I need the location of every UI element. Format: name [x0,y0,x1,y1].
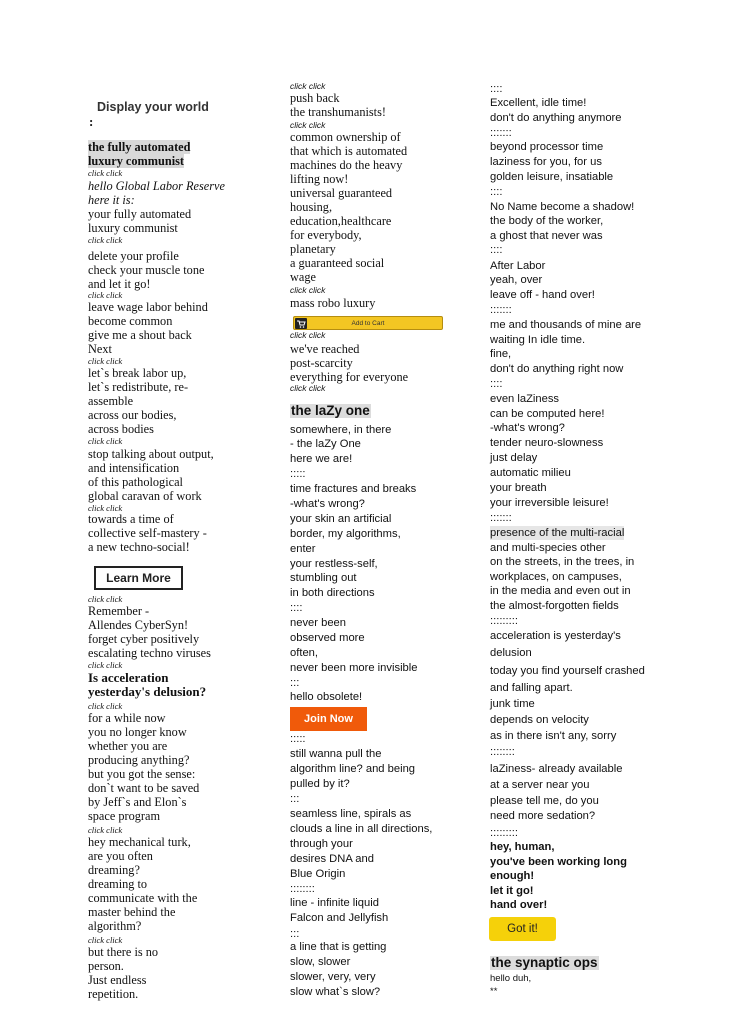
text-line: luxury communist [88,154,184,168]
click-click-label: click click [290,285,326,295]
text-line: :::: [490,378,503,390]
text-line: and multi-species other [490,542,606,554]
text-line: delusion [490,647,532,659]
text-line: forget cyber positively [88,632,200,646]
text-line: Excellent, idle time! [490,97,587,109]
text-line: in both directions [290,587,375,599]
text-line: automatic milieu [490,467,571,479]
learn-more-button[interactable] [94,566,183,590]
text-line: golden leisure, insatiable [490,171,614,183]
text-line: can be computed here! [490,408,605,420]
text-line: hey mechanical turk, [88,835,191,849]
click-click-label: click click [290,383,326,393]
text-line: slower, very, very [290,971,376,983]
text-line: stop talking about output, [88,447,214,461]
got-it-label: Got it! [507,923,538,935]
text-line: seamless line, spirals as [290,808,412,820]
text-line: hello duh, [490,973,532,984]
text-line: common ownership of [290,130,401,144]
text-line: junk time [490,698,535,710]
text-line: let`s break labor up, [88,366,187,380]
text-line: the almost-forgotten fields [490,600,619,612]
text-line: tender neuro-slowness [490,437,604,449]
text-line: workplaces, on campuses, [490,571,622,583]
text-line: Next [88,342,112,356]
text-line: enter [290,543,316,555]
text-line: a line that is getting [290,941,387,953]
text-line: please tell me, do you [490,795,599,807]
text-line: we've reached [290,342,360,356]
text-line: the transhumanists! [290,105,386,119]
text-line: push back [290,91,340,105]
text-line: ::::: [290,733,306,745]
text-line: repetition. [88,987,139,1001]
text-line: pulled by it? [290,778,350,790]
text-line: enough! [490,870,535,882]
text-line: in the media and even out in [490,585,631,597]
text-line: the fully automated [88,140,191,154]
text-line: ::::::: [490,512,512,524]
click-click-label: click click [88,436,123,446]
text-line: global caravan of work [88,489,202,503]
text-line: your restless-self, [290,558,378,570]
text-line: delete your profile [88,249,179,263]
text-line: post-scarcity [290,356,353,370]
text-line: let`s redistribute, re- [88,380,189,394]
text-line: across our bodies, [88,408,177,422]
text-line: mass robo luxury [290,296,376,310]
text-line: dreaming? [88,863,140,877]
text-line: ::: [290,928,300,940]
text-line: beyond processor time [490,141,604,153]
text-line: dreaming to [88,877,148,891]
text-line: -what's wrong? [290,498,365,510]
text-line: Is acceleration [88,670,169,685]
click-click-label: click click [88,290,123,300]
text-line: give me a shout back [88,328,192,342]
text-line: :::: [290,602,303,614]
click-click-label: click click [88,594,123,604]
text-line: clouds a line in all directions, [290,823,433,835]
got-it-button[interactable] [489,917,556,941]
click-click-label: click click [88,825,123,835]
click-click-label: click click [88,235,123,245]
text-line: ::: [290,793,300,805]
text-line: your skin an artificial [290,513,392,525]
text-line: that which is automated [290,144,408,158]
text-line: waiting In idle time. [490,334,586,346]
text-line: but there is no [88,945,159,959]
text-line: Falcon and Jellyfish [290,912,389,924]
text-line: luxury communist [88,221,178,235]
text-line: - the laZy One [290,438,361,450]
text-line: time fractures and breaks [290,483,417,495]
text-line: become common [88,314,173,328]
click-click-label: click click [88,356,123,366]
text-line: but you got the sense: [88,767,196,781]
text-line: hey, human, [490,841,555,853]
text-line: and let it go! [88,277,151,291]
text-line: border, my algorithms, [290,528,401,540]
text-line: don`t want to be saved [88,781,200,795]
text-line: slow, slower [290,956,351,968]
text-line: across bodies [88,422,154,436]
text-line: here it is: [88,193,135,207]
title-colon: : [89,114,94,129]
text-line: desires DNA and [290,853,374,865]
text-line: ::: [290,677,300,689]
text-line: and intensification [88,461,180,475]
text-line: and falling apart. [490,682,573,694]
text-line: often, [290,647,318,659]
text-line: fine, [490,348,512,360]
text-line: hand over! [490,899,548,911]
add-to-cart-button[interactable] [293,316,443,330]
text-line: me and thousands of mine are [490,319,642,331]
text-line: never been [290,617,346,629]
text-line: space program [88,809,161,823]
text-line: towards a time of [88,512,174,526]
section-heading: the synaptic ops [491,955,598,970]
text-line: :::: [490,83,503,95]
text-line: ::::::: [490,127,512,139]
join-now-label: Join Now [304,713,353,725]
text-line: of this pathological [88,475,183,489]
text-line: somewhere, in there [290,424,392,436]
text-line: stumbling out [290,572,357,584]
text-line: through your [290,838,353,850]
section-heading: the laZy one [291,403,370,418]
text-line: :::: [490,244,503,256]
cart-icon [295,318,307,329]
text-line: wage [290,270,316,284]
text-line: planetary [290,242,336,256]
text-line: as in there isn't any, sorry [490,730,617,742]
text-line: need more sedation? [490,810,596,822]
learn-more-label: Learn More [106,571,171,585]
text-line: just delay [490,452,538,464]
join-now-button[interactable] [290,707,367,731]
click-click-label: click click [88,660,123,670]
text-line: leave off - hand over! [490,289,595,301]
text-line: -what's wrong? [490,422,565,434]
text-line: everything for everyone [290,370,409,384]
text-line: laziness for you, for us [490,156,602,168]
text-line: ::::: [290,468,306,480]
text-line: ::::::::: [490,827,518,839]
text-line: escalating techno viruses [88,646,211,660]
text-line: for everybody, [290,228,362,242]
text-line: here we are! [290,453,353,465]
text-line: on the streets, in the trees, in [490,556,635,568]
add-to-cart-label: Add to Cart [351,319,385,327]
text-line: a guaranteed social [290,256,385,270]
text-line: you've been working long [490,856,627,868]
click-click-label: click click [290,81,326,91]
text-line: even laZiness [490,393,560,405]
text-line: your breath [490,482,547,494]
text-line: hello obsolete! [290,691,363,703]
text-line: hello Global Labor Reserve [88,179,225,193]
text-line: line - infinite liquid [290,897,379,909]
text-line: ::::::: [490,304,512,316]
text-line: :::: [490,186,503,198]
text-line: at a server near you [490,779,590,791]
text-line: by Jeff`s and Elon`s [88,795,187,809]
text-line: depends on velocity [490,714,589,726]
text-line: for a while now [88,711,166,725]
click-click-label: click click [88,168,123,178]
text-line: lifting now! [290,172,349,186]
text-line: still wanna pull the [290,748,382,760]
text-line: the body of the worker, [490,215,604,227]
text-line: don't do anything right now [490,363,624,375]
text-line: assemble [88,394,134,408]
text-line: algorithm line? and being [290,763,416,775]
text-line: yesterday's delusion? [88,684,207,699]
text-line: Allendes CyberSyn! [88,618,189,632]
text-line: After Labor [490,260,546,272]
text-line: ** [490,986,498,997]
text-line: a ghost that never was [490,230,603,242]
text-line: are you often [88,849,153,863]
click-click-label: click click [290,330,326,340]
text-line: universal guaranteed [290,186,393,200]
text-line: observed more [290,632,365,644]
text-line: laZiness- already available [490,763,623,775]
text-line: algorithm? [88,919,142,933]
text-line: a new techno-social! [88,540,190,554]
text-line: :::::::: [490,746,515,758]
text-line: Blue Origin [290,868,346,880]
text-line: whether you are [88,739,168,753]
click-click-label: click click [88,701,123,711]
text-line: No Name become a shadow! [490,201,635,213]
text-line: master behind the [88,905,176,919]
text-line: yeah, over [490,274,543,286]
text-line: machines do the heavy [290,158,403,172]
text-line: never been more invisible [290,662,418,674]
text-line: Remember - [88,604,150,618]
text-line: your irreversible leisure! [490,497,609,509]
text-line: today you find yourself crashed [490,665,645,677]
text-line: check your muscle tone [88,263,205,277]
click-click-label: click click [88,935,123,945]
text-line: your fully automated [88,207,192,221]
text-line: collective self-mastery - [88,526,207,540]
text-line: housing, [290,200,333,214]
text-line: :::::::: [290,883,315,895]
text-line: presence of the multi-racial [490,527,625,539]
display-your-world-title: Display your world [97,100,209,114]
text-line: education,healthcare [290,214,392,228]
text-line: leave wage labor behind [88,300,208,314]
text-line: let it go! [490,885,534,897]
text-line: don't do anything anymore [490,112,622,124]
text-line: ::::::::: [490,615,518,627]
text-line: you no longer know [88,725,187,739]
text-line: communicate with the [88,891,198,905]
click-click-label: click click [290,120,326,130]
text-line: producing anything? [88,753,190,767]
text-line: person. [88,959,124,973]
text-line: acceleration is yesterday's [490,630,621,642]
click-click-label: click click [88,503,123,513]
text-line: Just endless [88,973,147,987]
text-line: slow what`s slow? [290,986,381,998]
